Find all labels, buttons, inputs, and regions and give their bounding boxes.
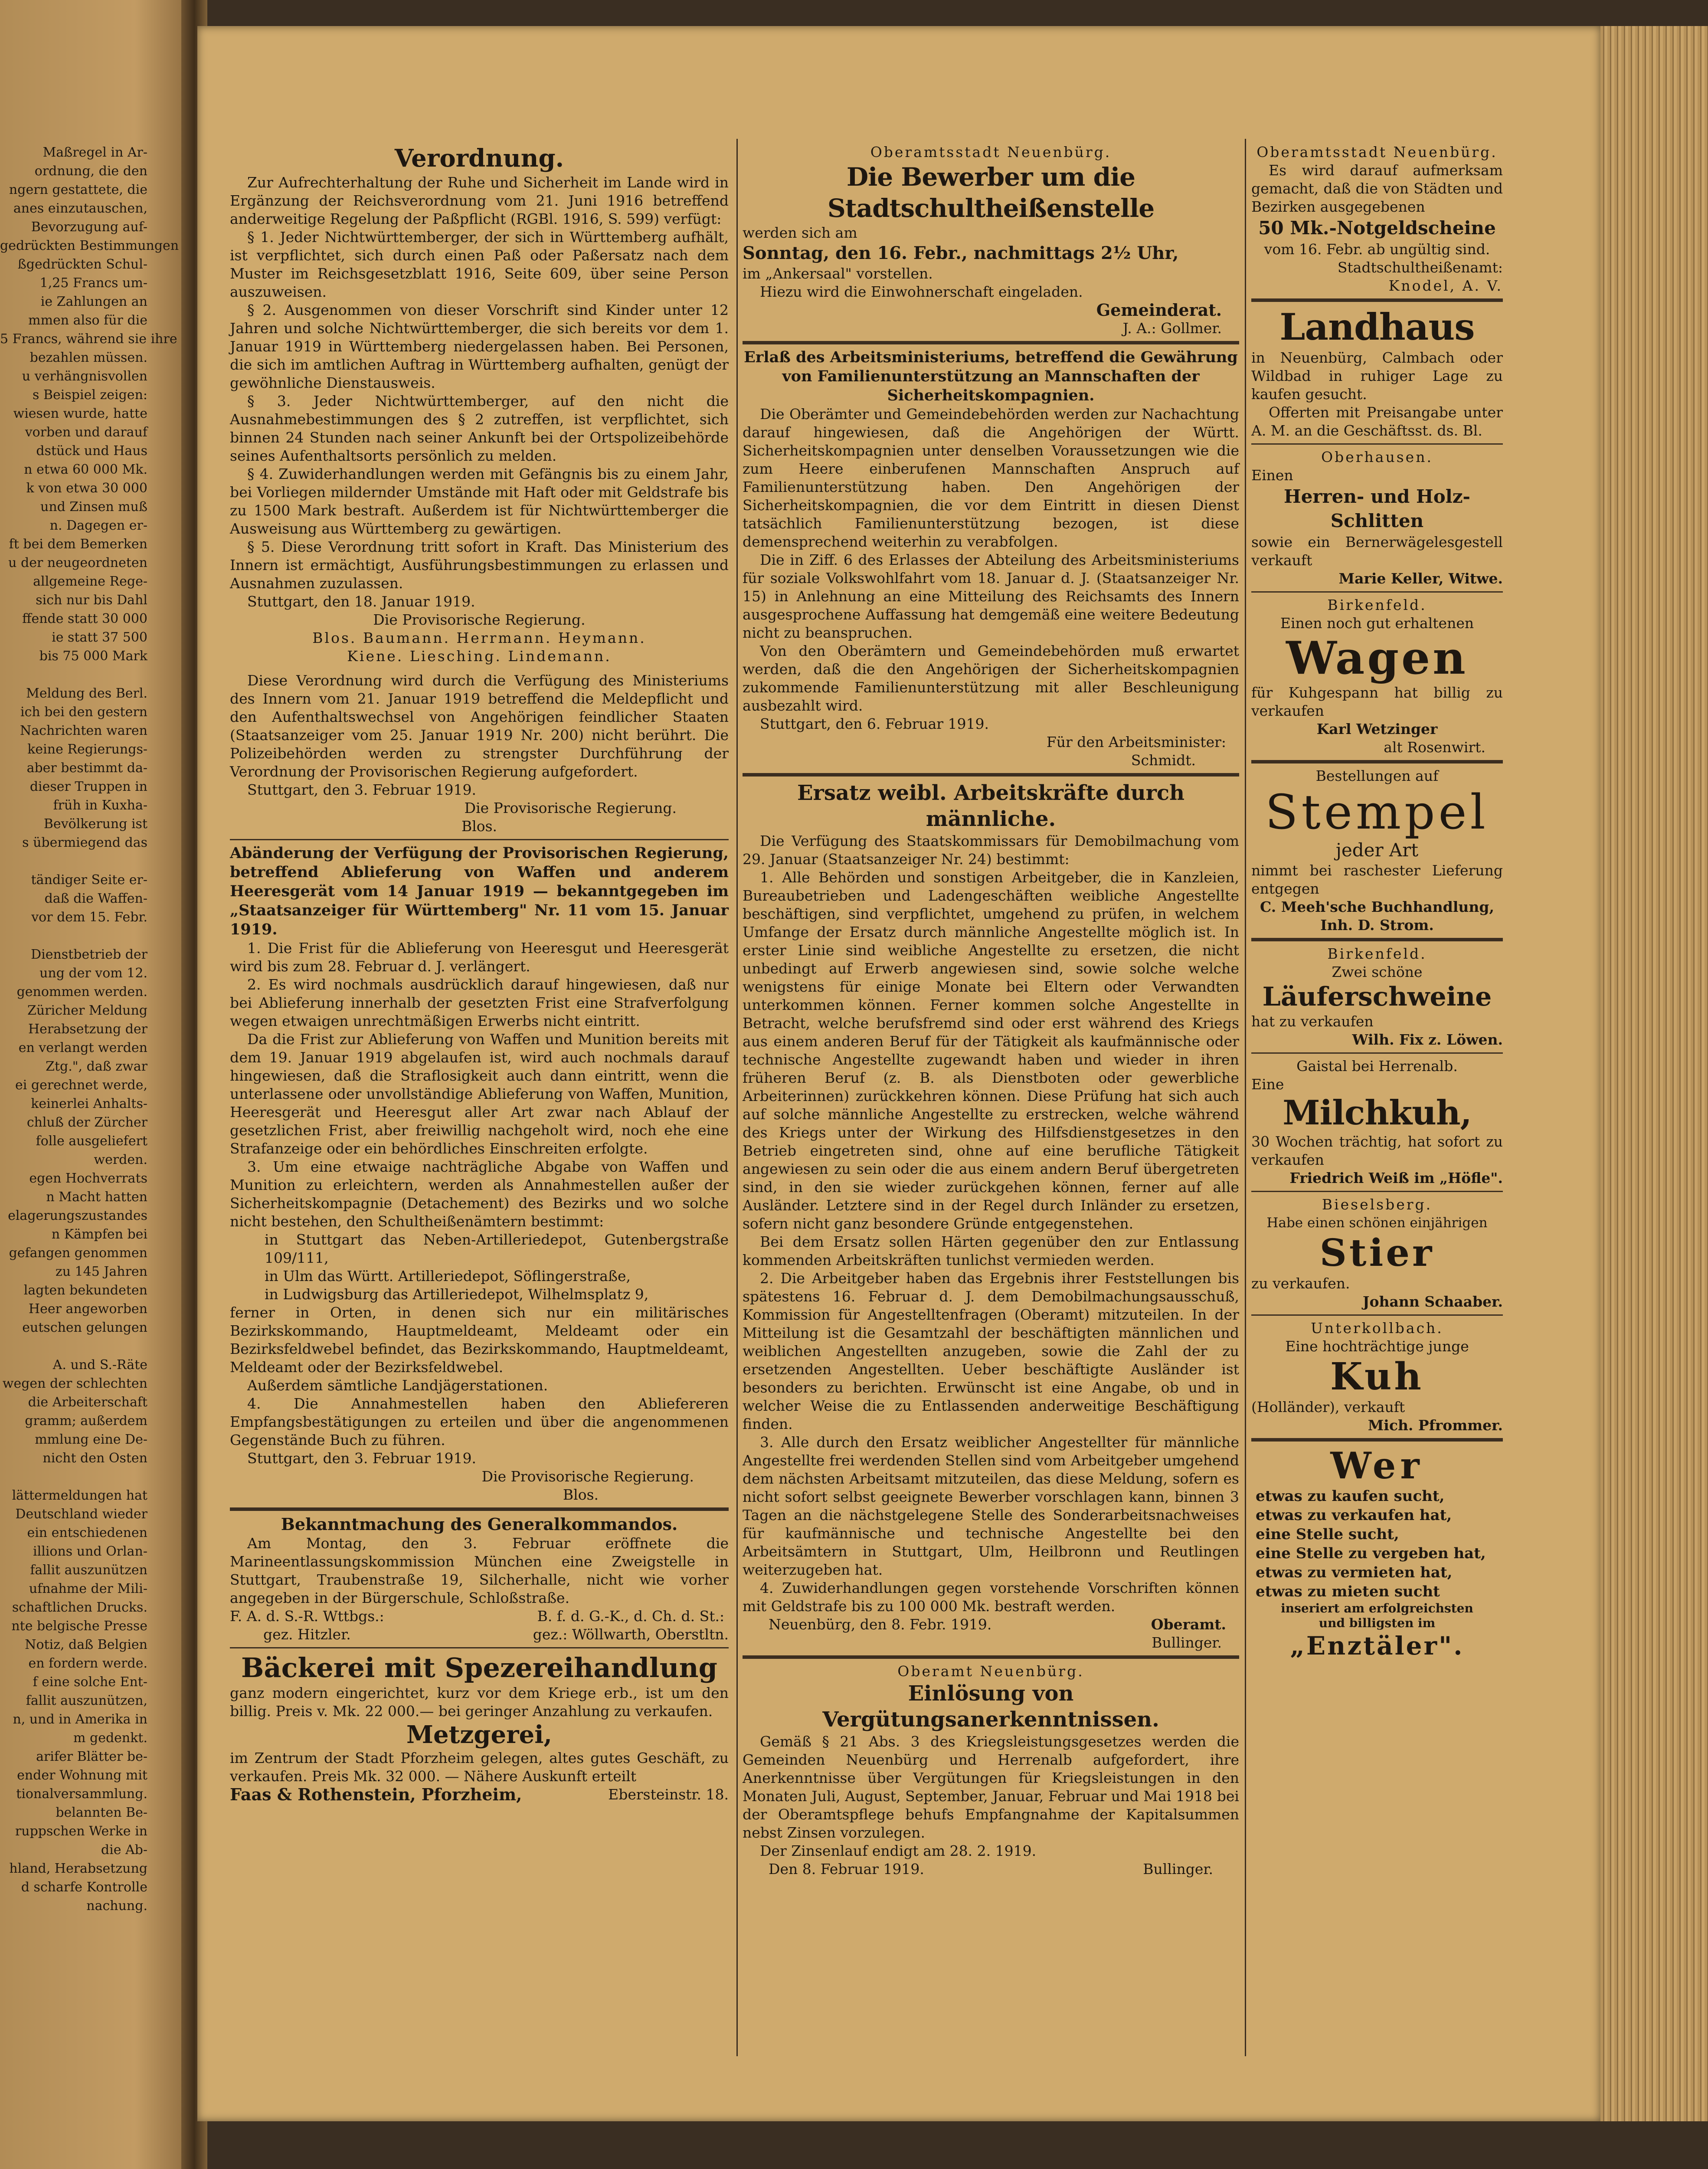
left-fragment-line: Notiz, daß Belgien [25,1637,147,1652]
section-divider [230,1507,729,1511]
signatures-line: Blos. Baumann. Herrmann. Heymann. [312,629,646,646]
ad-text: Bestellungen auf [1315,767,1439,784]
left-fragment-line: folle ausgeliefert [36,1134,147,1149]
abaenderung-item: Da die Frist zur Ablieferung von Waffen und Munition bereits mit dem 19. Januar 1919 abgelaufen ist, wird auch nochmals darauf hingewiesen, daß die Straflosigkeit auch dann eintritt, wenn die unterlassene oder unvollständige Ablieferung von Waffen, Munition, Heeresgerät und Heeresgut aller Art zwar nach Ablauf der gesetzlichen Frist, aber freiwillig nachgeholt wird, noch ehe eine Strafanzeige oder ein behördliches Einschreiten erfolgte. [230,1031,729,1157]
ad-text: Habe einen schönen einjährigen [1266,1215,1488,1231]
left-fragment-line: keine Regierungs- [27,742,147,757]
paragraph-4: § 4. Zuwiderhandlungen werden mit Gefängnis bis zu einem Jahr, bei Vorliegen mildernder Umstände mit Haft oder mit Geldstrafe bis zu 1500 Mark bestraft. Außerdem ist für Nichtwürttemberger die Ausweisung aus Württemberg zu gewärtigen. [230,465,729,537]
notice-text: vom 16. Febr. ab ungültig sind. [1264,241,1490,258]
left-fragment-line: Maßregel in Ar- [43,145,147,160]
left-fragment-line: belannten Be- [56,1805,147,1820]
wer-lines [1251,1487,1503,1601]
left-fragment-line: dstück und Haus [36,443,147,459]
left-fragment-line: f eine solche Ent- [33,1674,147,1690]
left-fragment-line: ein entschiedenen [27,1525,147,1540]
ersatz-paragraph: Bei dem Ersatz sollen Härten gegenüber den zur Entlassung kommenden Arbeitskräften tunlichst vermieden werden. [743,1233,1239,1268]
left-fragment-line: fallit auszunützen [30,1563,147,1578]
left-fragment-line: die Ab- [101,1842,147,1858]
metzgerei-ad-title: Metzgerei, [406,1720,552,1749]
ad-text: Eine hochträchtige junge [1285,1338,1469,1355]
ersatz-paragraph: 4. Zuwiderhandlungen gegen vorstehende Vorschriften können mit Geldstrafe bis zu 100 000 Mk. bestraft werden. [743,1579,1239,1615]
ad-text: inseriert am erfolgreichsten und billigsten im [1281,1601,1473,1630]
ersatz-paragraph: 3. Alle durch den Ersatz weiblicher Angestellter für männliche Angestellte frei werdenden Stellen sind vom Arbeitgeber umgehend dem nächsten Arbeitsamt mitzuteilen, das diese Meldung, sofern es nicht sofort selbst geeignete Bewerber vorschlagen kann, binnen 3 Tagen an die nächstgelegene Stelle des Sonderarbeitsnachweises für kaufmännische und technische Angestellte bei den Arbeitsämtern in Stuttgart, Ulm, Heilbronn und Reutlingen weiterzugeben hat. [743,1434,1239,1578]
left-fragment-line: vor dem 15. Febr. [31,910,147,925]
left-fragment-line: lagten bekundeten [23,1283,147,1298]
einloesung-title: Einlösung von Vergütungsanerkenntnissen. [822,1681,1159,1732]
seller-name: Marie Keller, Witwe. [1338,570,1503,587]
left-fragment-line: fallit auszunützen, [26,1693,147,1708]
ad-text: 30 Wochen trächtig, hat sofort zu verkaufen [1251,1133,1503,1168]
left-fragment-line: Heer angeworben [28,1301,147,1317]
stier-heading: Stier [1319,1231,1435,1275]
left-fragment-line: tionalversammlung. [16,1786,147,1802]
ersatz-paragraph: 1. Alle Behörden und sonstigen Arbeitgeber, die in Kanzleien, Bureaubetrieben und Ladengeschäften weibliche Angestellte beschäftigen, sind verpflichtet, umgehend zu prüfen, in welchem Umfange der Ersatz durch männliche Angestellte möglich ist. In erster Linie sind weibliche Angestellte zu ersetzen, die nicht unbedingt auf Erwerb angewiesen sind, sowie solche welche wenigstens für einige Monate bei Eltern oder Verwandten unterkommen können. Ferner kommen solche Angestellte in Betracht, welche berufsfremd sind oder erst während des Kriegs aus einem anderen Beruf für der Tätigkeit als kaufmännische oder technische Angestellte zugewandt haben und wieder in ihren früheren Beruf (z. B. als Dienstboten oder gewerbliche Arbeiterinnen) zurückkehren können. Diese Prüfung hat sich auch auf solche männliche Angestellte zu erstrecken, welche während des Kriegs unter der Wirkung des Hilfsdienstgesetzes in den Betrieb eingetreten sind, ohne auf eine berufliche Tätigkeit angewiesen zu sein oder die aus einem andern Beruf übergetreten sind, in den sie wieder zurückgehen können, ferner auf alle Ausländer. Letztere sind in der Regel durch Inländer zu ersetzen, sofern nicht ganz besondere Gründe entgegenstehen. [743,869,1239,1232]
left-fragment-line: n, und in Amerika in [13,1712,147,1727]
left-fragment-line: werden. [94,1152,147,1167]
section-divider [1251,1052,1503,1054]
left-fragment-line: aber bestimmt da- [26,760,147,776]
section-header: Oberamtsstadt Neuenbürg. [870,144,1112,161]
bewerber-invite: Hiezu wird die Einwohnerschaft eingeladen. [760,283,1083,300]
section-divider [1251,760,1503,763]
left-fragment-line: nicht den Osten [43,1451,147,1466]
left-fragment-line [0,1468,147,1486]
left-fragment-line: sich nur bis Dahl [36,593,147,608]
section-divider [743,1655,1239,1659]
left-fragment-line: Bevorzugung auf- [31,220,147,235]
abaenderung-item: Außerdem sämtliche Landjägerstationen. [247,1377,548,1394]
ad-text: hat zu verkaufen [1251,1013,1374,1030]
section-divider [1251,591,1503,593]
section-divider [1251,1191,1503,1192]
bewerber-title: Die Bewerber um die Stadtschultheißenstelle [827,162,1155,223]
left-fragment-line: illions und Orlan- [33,1544,147,1559]
ad-text: (Holländer), verkauft [1251,1399,1405,1415]
left-fragment-line: ender Wohnung mit [17,1768,147,1783]
erlass-paragraph: Von den Oberämtern und Gemeindebehörden muß erwartet werden, daß die den Angehörigen der Sicherheitskompagnien zukommende Familienunterstützung mit aller Beschleunigung ausbezahlt wird. [743,642,1239,714]
erlass-signature: Für den Arbeitsminister: [1046,734,1226,750]
page-edges [1600,26,1708,2121]
left-fragment-line [0,927,147,945]
wer-line: etwas zu vermieten hat, [1256,1564,1453,1581]
date-line: Stuttgart, den 18. Januar 1919. [247,593,475,610]
metzgerei-ad-text: im Zentrum der Stadt Pforzheim gelegen, altes gutes Geschäft, zu verkaufen. Preis Mk. 32 000. — Nähere Auskunft erteilt [230,1750,729,1785]
seller-name: Inh. D. Strom. [1320,917,1434,934]
signature: Blos. [461,818,497,835]
abaenderung-item: 1. Die Frist für die Ablieferung von Heeresgut und Heeresgerät wird bis zum 28. Februar d. J. verlängert. [230,940,729,975]
left-fragment-line: ie statt 37 500 [52,630,147,645]
wer-heading: Wer [1330,1444,1424,1487]
section-divider [230,1647,729,1648]
stempel-heading: Stempel [1265,784,1489,840]
wer-line: eine Stelle zu vergeben hat, [1256,1545,1486,1562]
abaenderung-item: 4. Die Annahmestellen haben den Abliefereren Empfangsbestätigungen zu erteilen und über die angenommenen Gegenstände Buch zu führen. [230,1395,729,1448]
section-divider [1251,443,1503,445]
oberamt-label: Oberamt. [1151,1616,1226,1633]
paragraph-6: Diese Verordnung wird durch die Verfügung des Ministeriums des Innern vom 21. Januar 1919 betreffend die Meldepflicht und den Aufenthaltswechsel von Angehörigen feindlicher Staaten (Staatsanzeiger vom 25. Januar 1919 Nr. 200) nicht berührt. Die Polizeibehörden werden zu strengster Durchführung der Verordnung der Provisorischen Regierung aufgefordert. [230,672,729,780]
column-2 [743,143,1239,2061]
enztaeler-name: „Enztäler". [1290,1631,1464,1661]
left-fragment-line [0,1337,147,1356]
erlass-paragraph: Die in Ziff. 6 des Erlasses der Abteilung des Arbeitsministeriums für soziale Volkswohlfahrt vom 18. Januar d. J. (Staatsanzeiger Nr. 15) in Anlehnung an eine Mitteilung des Reichsamts des Innern ausgesprochene Auffassung hat demgemäß eine weitere Bedeutung nicht zu beanspruchen. [743,551,1239,641]
authority-label: Stadtschultheißenamt: [1337,259,1503,276]
left-fragment-line: k von etwa 30 000 [26,481,147,496]
left-fragment-line: Bevölkerung ist [43,816,147,832]
left-fragment-line: u verhängnisvollen [22,369,147,384]
left-fragment-line: ie Zahlungen an [40,294,147,309]
wer-line: etwas zu mieten sucht [1256,1583,1440,1600]
left-fragment-line: mmlung eine De- [35,1432,147,1447]
left-fragment-line: Deutschland wieder [15,1507,147,1522]
left-fragment-line: nte belgische Presse [11,1619,147,1634]
date-line: Neuenbürg, den 8. Febr. 1919. [769,1616,992,1633]
left-fragment-line: d scharfe Kontrolle [21,1880,147,1895]
left-fragment-line: die Arbeiterschaft [28,1395,147,1410]
left-fragment-line: nachung. [86,1898,147,1913]
section-header: Oberamtsstadt Neuenbürg. [1256,144,1498,161]
left-fragment-line: anes einzutauschen, [13,201,147,216]
signature-right: B. f. d. G.-K., d. Ch. d. St.: [537,1608,725,1625]
left-fragment-line: genommen werden. [16,984,147,999]
left-fragment-line: s Beispiel zeigen: [33,387,147,403]
bekanntmachung-text: Am Montag, den 3. Februar eröffnete die Marineentlassungskommission München eine Zweigstelle in Stuttgart, Traubenstraße 19, Silcherhalle, nicht wie vorher angegeben in der Bürgerschule, Schloßstraße. [230,1535,729,1606]
verordnung-title: Verordnung. [394,144,564,173]
notgeld-heading: 50 Mk.-Notgeldscheine [1258,217,1496,239]
left-fragment-line: tändiger Seite er- [31,872,147,888]
paragraph-5: § 5. Diese Verordnung tritt sofort in Kraft. Das Ministerium des Innern ist ermächtigt, Ausführungsbestimmungen zu erlassen und Ausnahmen zuzulassen. [230,538,729,592]
erlass-signature: Schmidt. [1131,752,1196,769]
paragraph-2: § 2. Ausgenommen von dieser Vorschrift sind Kinder unter 12 Jahren und solche Nichtwürttemberger, die sich bereits vor dem 1. Januar 1919 in Württemberg niedergelassen haben. Bei Personen, die sich im amtlichen Auftrag in Württemberg aufhalten, genügt der gewöhnliche Dienstausweis. [230,301,729,391]
left-fragment-line: egen Hochverrats [29,1171,147,1186]
abaenderung-item: 2. Es wird nochmals ausdrücklich darauf hingewiesen, daß nur bei Ablieferung innerhalb der gesetzten Frist eine Strafverfolgung wegen etwaigen unrechtmäßigen Erwerbs nicht eintritt. [230,976,729,1029]
left-fragment-line: allgemeine Rege- [33,574,147,589]
left-fragment-line: chluß der Zürcher [26,1115,147,1130]
left-fragment-lines [0,143,179,1915]
left-fragment-line: A. und S.-Räte [52,1357,147,1373]
einloesung-zins: Der Zinsenlauf endigt am 28. 2. 1919. [760,1842,1037,1859]
left-fragment-line: bezahlen müssen. [29,350,147,365]
left-fragment-line: 5 Francs, während sie ihre [0,331,177,347]
erlass-paragraph: Die Oberämter und Gemeindebehörden werden zur Nachachtung darauf hingewiesen, daß die Angehörigen der Württ. Sicherheitskompagnien unter denselben Voraussetzungen wie die zum Heere einberufenen Mannschaften Anspruch auf Familienunterstützung haben. Den Angehörigen der Sicherheitskompagnien, die vor dem Eintritt in diesen Dienst tatsächlich Familienunterstützung bezogen, ist diese demensprechend weiterhin zu verabfolgen. [743,406,1239,550]
ad-text: zu verkaufen. [1251,1275,1350,1292]
left-fragment-line [0,852,147,871]
left-fragment-line: ruppschen Werke in [15,1824,147,1839]
left-fragment-line: ordnung, die den [34,164,147,179]
left-fragment-line: en fordern werde. [28,1656,147,1671]
place-header: Birkenfeld. [1327,596,1427,613]
erlass-title: Erlaß des Arbeitsministeriums, betreffend die Gewährung von Familienunterstützung an Mannschaften der Sicherheitskompagnien. [744,348,1238,404]
einloesung-signature: Bullinger. [1143,1861,1213,1877]
left-fragment-line: daß die Waffen- [44,891,147,906]
ad-text: Offerten mit Preisangabe unter A. M. an die Geschäftsst. ds. Bl. [1251,404,1503,439]
wer-line: eine Stelle sucht, [1256,1526,1399,1543]
section-divider [743,773,1239,777]
seller-note: alt Rosenwirt. [1384,739,1486,756]
section-divider [1251,1438,1503,1442]
baeckerei-ad-title: Bäckerei mit Spezereihandlung [241,1652,717,1684]
left-fragment-line: schaftlichen Drucks. [12,1600,147,1615]
laeufer-heading: Läuferschweine [1262,982,1492,1012]
left-fragment-line: keinerlei Anhalts- [31,1096,147,1111]
ersatz-paragraph: Die Verfügung des Staatskommissars für Demobilmachung vom 29. Januar (Staatsanzeiger Nr. 24) bestimmt: [743,832,1239,868]
paragraph-3: § 3. Jeder Nichtwürttemberger, auf den nicht die Ausnahmebestimmungen des § 2 zutreffen, ist verpflichtet, sich binnen 24 Stunden nach seiner Ankunft bei der Ortspolizeibehörde seines Aufenthaltsorts persönlich zu melden. [230,393,729,464]
authority-signature: Knodel, A. V. [1388,277,1503,294]
place-header: Gaistal bei Herrenalb. [1296,1058,1458,1075]
signature-right: gez.: Wöllwarth, Oberstltn. [533,1626,729,1643]
signatures-line: Kiene. Liesching. Lindemann. [347,648,612,665]
place-header: Bieselsberg. [1322,1196,1433,1213]
government-line: Die Provisorische Regierung. [373,611,586,628]
landhaus-heading: Landhaus [1279,305,1475,348]
column-rule [736,139,738,2056]
left-fragment-line: ffende statt 30 000 [22,611,147,626]
left-fragment-line: elagerungszustandes [8,1208,147,1223]
section-divider [1251,938,1503,941]
left-fragment-line: ßgedrückten Schul- [17,257,147,272]
signature: Blos. [563,1486,599,1503]
place-header: Unterkollbach. [1311,1320,1443,1337]
bewerber-text: werden sich am [743,224,857,241]
place-header: Oberhausen. [1321,449,1433,465]
left-fragment-line: u der neugeordneten [8,555,147,570]
left-fragment-line: n. Dagegen er- [49,518,147,533]
section-divider [230,839,729,840]
left-fragment-line: dieser Truppen in [29,779,147,794]
date-line: Den 8. Februar 1919. [769,1861,924,1877]
column-1 [230,143,729,2061]
left-fragment-line: Meldung des Berl. [26,686,147,701]
seller-name: Karl Wetzinger [1316,721,1438,737]
left-fragment-line: 1,25 Francs um- [39,275,147,291]
left-fragment-line: eutschen gelungen [22,1320,147,1335]
abaenderung-location: in Ulm das Württ. Artilleriedepot, Söflingerstraße, [265,1268,631,1284]
baeckerei-ad-text: ganz modern eingerichtet, kurz vor dem Kriege erb., ist um den billig. Preis v. Mk. 22 000.— bei geringer Anzahlung zu verkaufen. [230,1684,729,1720]
advertiser-name: Faas & Rothenstein, Pforzheim, [230,1785,522,1804]
seller-name: Wilh. Fix z. Löwen. [1352,1031,1503,1048]
left-fragment-line: n Kämpfen bei [51,1227,147,1242]
left-fragment-line: bis 75 000 Mark [39,649,147,664]
wer-line: etwas zu kaufen sucht, [1256,1488,1445,1505]
abaenderung-item: ferner in Orten, in denen sich nur ein militärisches Bezirkskommando, Hauptmeldeamt, Meldeamt oder ein Bezirksfeldwebel befindet, das Bezirkskommando, Hauptmeldeamt, Meldeamt oder der Bezirksfeldwebel. [230,1304,729,1376]
left-fragment-line: ung der vom 12. [39,966,147,981]
ad-text: sowie ein Bernerwägelesgestell verkauft [1251,534,1503,569]
left-fragment-line: ngern gestattete, die [9,182,147,197]
ad-text: Zwei schöne [1332,963,1423,980]
paragraph-1: § 1. Jeder Nichtwürttemberger, der sich in Württemberg aufhält, ist verpflichtet, sich durch einen Paß oder Paßersatz nach dem Muster im Reichsgesetzblatt 1916, Seite 609, über seine Person auszuweisen. [230,229,729,300]
left-fragment-line: lättermeldungen hat [12,1488,147,1503]
left-fragment-line: Ztg.", daß zwar [46,1059,147,1074]
left-fragment-line: Herabsetzung der [28,1022,147,1037]
milchkuh-heading: Milchkuh, [1283,1093,1472,1133]
left-fragment-line: m gedenkt. [73,1730,147,1746]
ad-text: in Neuenbürg, Calmbach oder Wildbad in ruhiger Lage zu kaufen gesucht. [1251,349,1503,403]
left-fragment-line [0,665,147,684]
left-fragment-line: s übermiegend das [22,835,147,850]
ad-text: für Kuhgespann hat billig zu verkaufen [1251,684,1503,719]
ersatz-paragraph: 2. Die Arbeitgeber haben das Ergebnis ihrer Feststellungen bis spätestens 16. Februar d. J. dem Demobilmachungsausschuß, Kommission für Angestelltenfragen (Oberamt) mitzuteilen. In der Mitteilung ist die Gesamtzahl der beschäftigten männlichen und weiblichen Angestellten anzugeben, sowie die Zahl der zu ersetzenden Angestellten. Ueber beschäftigte Ausländer ist besonders zu berichten. Erwünscht ist eine Angabe, ob und in welcher Weise die zu Entlassenden anderweitige Beschäftigung finden. [743,1270,1239,1432]
ad-text: jeder Art [1335,839,1419,861]
left-fragment-line: Züricher Meldung [27,1003,147,1018]
ad-text: Eine [1251,1076,1284,1093]
date-line: Stuttgart, den 6. Februar 1919. [760,715,989,732]
left-fragment-line: ich bei den gestern [20,704,147,720]
left-fragment-line: ufnahme der Mili- [29,1581,147,1596]
ad-text: Einen [1251,467,1293,484]
left-fragment-line: hland, Herabsetzung [9,1861,147,1876]
column-3 [1251,143,1503,2061]
government-line: Die Provisorische Regierung. [481,1468,694,1485]
left-fragment-line: wegen der schlechten [2,1376,147,1391]
left-fragment-line: zu 145 Jahren [55,1264,147,1279]
einloesung-text: Gemäß § 21 Abs. 3 des Kriegsleistungsgesetzes werden die Gemeinden Neuenbürg und Herrenalb aufgefordert, ihre Anerkenntnisse über Vergütungen für Kriegsleistungen in den Monaten Juli, August, September, Januar, Februar und Mai 1918 bei der Oberamtspflege behufs Empfangnahme der Kapitalsummen nebst Zinsen vorzulegen. [743,1733,1239,1841]
left-fragment-line: n Macht hatten [46,1189,147,1205]
seller-name: Friedrich Weiß im „Höfle". [1289,1170,1503,1186]
government-line: Die Provisorische Regierung. [464,799,677,816]
column-rule [1245,139,1246,2056]
bekanntmachung-title: Bekanntmachung des Generalkommandos. [281,1514,678,1534]
left-fragment-line: gramm; außerdem [25,1413,147,1429]
seller-name: C. Meeh'sche Buchhandlung, [1260,898,1494,915]
left-fragment-line: mmen also für die [28,313,147,328]
left-page-fragment [0,143,179,2052]
section-divider [1251,1314,1503,1316]
left-fragment-line: wiesen wurde, hatte [13,406,147,421]
ersatz-title: Ersatz weibl. Arbeitskräfte durch männliche. [797,781,1185,831]
left-fragment-line: gefangen genommen [9,1245,147,1261]
left-fragment-line: Dienstbetrieb der [31,947,147,962]
bewerber-date: Sonntag, den 16. Febr., nachmittags 2½ Uhr, [743,243,1179,263]
left-fragment-line: ft bei dem Bemerken [9,537,147,552]
date-line: Stuttgart, den 3. Februar 1919. [247,781,477,798]
left-fragment-line: Nachrichten waren [20,723,147,738]
left-fragment-line: en verlangt werden [18,1040,147,1055]
section-divider [743,341,1239,344]
section-divider [1251,298,1503,302]
date-line: Stuttgart, den 3. Februar 1919. [247,1450,477,1467]
advertiser-address: Ebersteinstr. 18. [608,1786,729,1803]
abaenderung-location: in Stuttgart das Neben-Artilleriedepot, Gutenbergstraße 109/111, [265,1231,729,1266]
wer-line: etwas zu verkaufen hat, [1256,1507,1452,1524]
oberamt-signature: Bullinger. [1152,1634,1222,1651]
kuh-heading: Kuh [1330,1355,1424,1399]
abaenderung-item: 3. Um eine etwaige nachträgliche Abgabe von Waffen und Munition zu erleichtern, werden als Annahmestellen außer der Sicherheitskompagnie (Detachement) des Bezirks und wo solche nicht bestehen, den Schultheißenämtern bestimmt: [230,1158,729,1230]
ad-text: nimmt bei raschester Lieferung entgegen [1251,862,1503,897]
left-fragment-line: arifer Blätter be- [36,1749,147,1764]
seller-name: Johann Schaaber. [1362,1293,1503,1310]
abaenderung-location: in Ludwigsburg das Artilleriedepot, Wilhelmsplatz 9, [265,1286,649,1303]
schlitten-heading: Herren- und Holz-Schlitten [1284,486,1470,531]
signature-left: gez. Hitzler. [263,1626,351,1643]
ad-text: Einen noch gut erhaltenen [1280,615,1474,632]
abaenderung-title: Abänderung der Verfügung der Provisorischen Regierung, betreffend Ablieferung von Waffen und anderem Heeresgerät vom 14 Januar 1919 — bekanntgegeben im „Staatsanzeiger für Württemberg" Nr. 11 vom 15. Januar 1919. [230,844,729,938]
section-header: Oberamt Neuenbürg. [897,1663,1084,1680]
left-fragment-line: n etwa 60 000 Mk. [24,462,147,477]
verordnung-intro: Zur Aufrechterhaltung der Ruhe und Sicherheit im Lande wird in Ergänzung der Reichsverordnung vom 21. Juni 1916 betreffend anderweitige Regelung der Paßpflicht (RGBl. 1916, S. 599) verfügt: [230,174,729,227]
left-fragment-line: vorben und darauf [25,425,147,440]
place-header: Birkenfeld. [1327,945,1427,962]
gemeinderat-label: Gemeinderat. [1096,300,1222,320]
left-fragment-line: ei gerechnet werde, [15,1078,147,1093]
left-fragment-line: gedrückten Bestimmungen [0,238,179,253]
wagen-heading: Wagen [1286,631,1468,685]
left-fragment-line: früh in Kuxha- [53,798,147,813]
gemeinderat-signature: J. A.: Gollmer. [1122,320,1222,337]
seller-name: Mich. Pfrommer. [1368,1417,1503,1434]
signature-left: F. A. d. S.-R. Wttbgs.: [230,1608,384,1625]
notice-text: Es wird darauf aufmerksam gemacht, daß die von Städten und Bezirken ausgegebenen [1251,162,1503,215]
bewerber-place: im „Ankersaal" vorstellen. [743,265,933,282]
left-fragment-line: und Zinsen muß [40,499,147,514]
